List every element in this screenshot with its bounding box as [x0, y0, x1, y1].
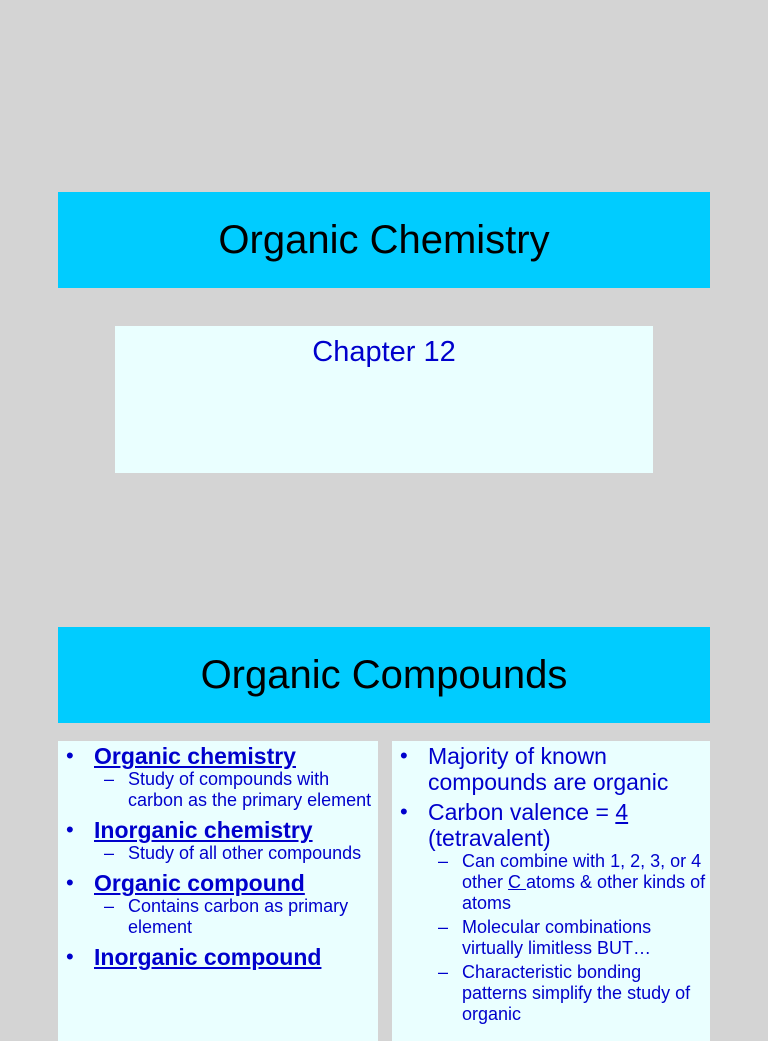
sub-list	[94, 843, 378, 866]
term-inorganic-compound: • Inorganic compound	[94, 944, 322, 970]
slide1-subtitle: Chapter 12	[312, 336, 456, 368]
bullet-majority-organic: • Majority of known compounds are organic	[428, 743, 669, 795]
sub-list-item: – Study of all other compounds	[94, 843, 378, 864]
sub-text: atoms & other kinds of atoms	[462, 872, 706, 913]
slide1-title-bar	[58, 192, 710, 288]
tetravalent-note: (tetravalent)	[428, 825, 551, 851]
list-item	[58, 870, 378, 940]
sub-list	[94, 896, 378, 940]
sub-list-item: – Characteristic bonding patterns simplify the study of organic	[428, 962, 710, 1025]
sub-list-item: – Molecular combinations virtually limitless BUT…	[428, 917, 710, 959]
list-item	[58, 817, 378, 866]
carbon-symbol: C	[508, 872, 527, 892]
sub-list	[94, 769, 378, 813]
term-inorganic-chemistry: • Inorganic chemistry	[94, 817, 313, 843]
list-item	[58, 944, 378, 970]
list-item	[392, 743, 710, 795]
sub-list-item: – Study of compounds with carbon as the primary element	[94, 769, 378, 811]
carbon-valence-value: 4	[615, 799, 629, 825]
slide2-title: Organic Compounds	[200, 652, 568, 697]
left-bullet-list	[58, 743, 378, 970]
right-content-column	[392, 741, 710, 1041]
term-organic-chemistry: • Organic chemistry	[94, 743, 296, 769]
list-item	[58, 743, 378, 813]
carbon-valence-label: Carbon valence =	[428, 799, 616, 825]
list-item	[392, 799, 710, 1030]
sub-list	[428, 851, 710, 1030]
slide1-subtitle-box	[115, 326, 653, 473]
right-bullet-list	[392, 743, 710, 1030]
term-organic-compound: • Organic compound	[94, 870, 305, 896]
sub-list-item	[428, 851, 710, 914]
left-content-column	[58, 741, 378, 1041]
slide2-title-bar	[58, 627, 710, 723]
sub-text: Can combine with 1, 2, 3, or 4 other	[462, 851, 702, 892]
sub-list-item: – Contains carbon as primary element	[94, 896, 378, 938]
slide1-title: Organic Chemistry	[218, 217, 550, 262]
bullet-carbon-valence	[428, 799, 710, 851]
